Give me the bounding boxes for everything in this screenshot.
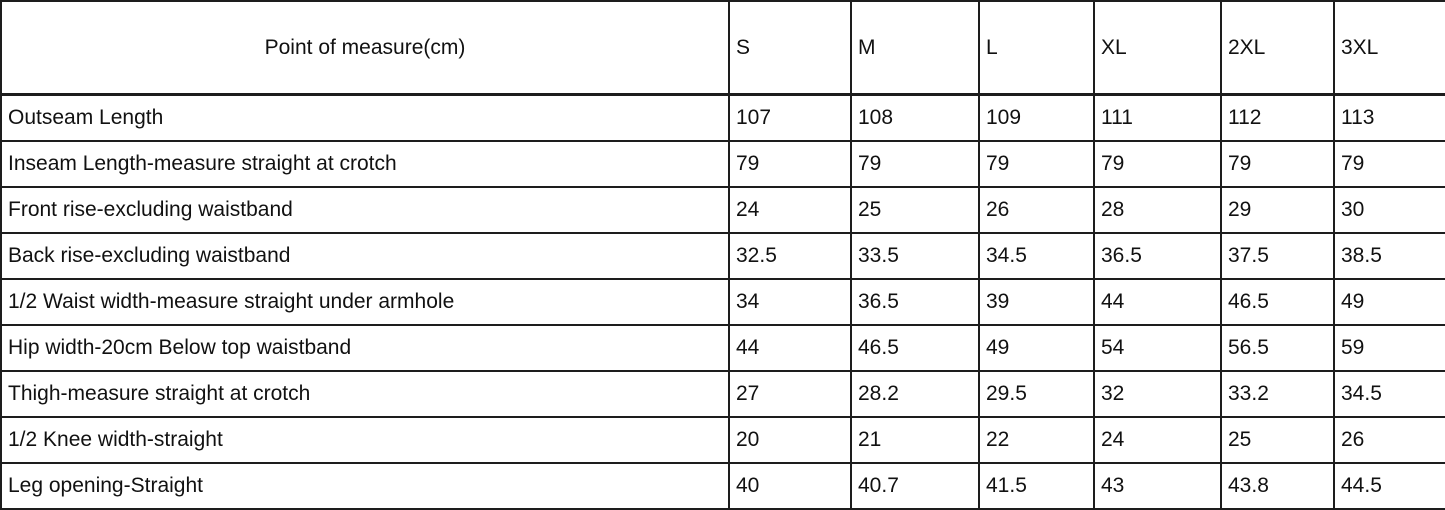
column-header-size-3xl: 3XL: [1334, 1, 1445, 95]
cell-value: 34: [729, 279, 851, 325]
table-row-outseam-length: [1, 95, 1445, 141]
cell-value: 34.5: [1334, 371, 1445, 417]
cell-value: 40: [729, 463, 851, 509]
row-label: Leg opening-Straight: [1, 463, 729, 509]
row-label: 1/2 Knee width-straight: [1, 417, 729, 463]
cell-value: 20: [729, 417, 851, 463]
cell-value: 24: [1094, 417, 1221, 463]
table-row-hip-width: [1, 325, 1445, 371]
cell-value: 44: [729, 325, 851, 371]
cell-value: 111: [1094, 95, 1221, 141]
cell-value: 109: [979, 95, 1094, 141]
cell-value: 28: [1094, 187, 1221, 233]
cell-value: 33.2: [1221, 371, 1334, 417]
cell-value: 79: [1334, 141, 1445, 187]
cell-value: 22: [979, 417, 1094, 463]
column-header-size-m: M: [851, 1, 979, 95]
column-header-size-2xl: 2XL: [1221, 1, 1334, 95]
cell-value: 29.5: [979, 371, 1094, 417]
cell-value: 39: [979, 279, 1094, 325]
cell-value: 43.8: [1221, 463, 1334, 509]
cell-value: 108: [851, 95, 979, 141]
table-row-thigh: [1, 371, 1445, 417]
cell-value: 112: [1221, 95, 1334, 141]
column-header-size-l: L: [979, 1, 1094, 95]
cell-value: 107: [729, 95, 851, 141]
cell-value: 56.5: [1221, 325, 1334, 371]
column-header-size-s: S: [729, 1, 851, 95]
cell-value: 79: [1221, 141, 1334, 187]
cell-value: 44: [1094, 279, 1221, 325]
cell-value: 21: [851, 417, 979, 463]
table-row-back-rise: [1, 233, 1445, 279]
cell-value: 26: [979, 187, 1094, 233]
cell-value: 32.5: [729, 233, 851, 279]
cell-value: 29: [1221, 187, 1334, 233]
cell-value: 33.5: [851, 233, 979, 279]
cell-value: 26: [1334, 417, 1445, 463]
row-label: Hip width-20cm Below top waistband: [1, 325, 729, 371]
table-row-half-knee-width: [1, 417, 1445, 463]
row-label: Inseam Length-measure straight at crotch: [1, 141, 729, 187]
cell-value: 113: [1334, 95, 1445, 141]
row-label: 1/2 Waist width-measure straight under armhole: [1, 279, 729, 325]
cell-value: 30: [1334, 187, 1445, 233]
column-header-size-xl: XL: [1094, 1, 1221, 95]
cell-value: 34.5: [979, 233, 1094, 279]
cell-value: 32: [1094, 371, 1221, 417]
row-label: Front rise-excluding waistband: [1, 187, 729, 233]
cell-value: 36.5: [851, 279, 979, 325]
cell-value: 49: [1334, 279, 1445, 325]
cell-value: 28.2: [851, 371, 979, 417]
table-row-half-waist-width: [1, 279, 1445, 325]
cell-value: 36.5: [1094, 233, 1221, 279]
cell-value: 41.5: [979, 463, 1094, 509]
cell-value: 54: [1094, 325, 1221, 371]
cell-value: 79: [851, 141, 979, 187]
cell-value: 27: [729, 371, 851, 417]
row-label: Thigh-measure straight at crotch: [1, 371, 729, 417]
cell-value: 49: [979, 325, 1094, 371]
row-label: Back rise-excluding waistband: [1, 233, 729, 279]
table-row-front-rise: [1, 187, 1445, 233]
cell-value: 37.5: [1221, 233, 1334, 279]
cell-value: 25: [1221, 417, 1334, 463]
cell-value: 24: [729, 187, 851, 233]
cell-value: 46.5: [851, 325, 979, 371]
cell-value: 79: [979, 141, 1094, 187]
row-label: Outseam Length: [1, 95, 729, 141]
header-row: [1, 1, 1445, 95]
cell-value: 43: [1094, 463, 1221, 509]
cell-value: 79: [729, 141, 851, 187]
table-row-inseam-length: [1, 141, 1445, 187]
cell-value: 38.5: [1334, 233, 1445, 279]
cell-value: 25: [851, 187, 979, 233]
cell-value: 59: [1334, 325, 1445, 371]
cell-value: 79: [1094, 141, 1221, 187]
table-row-leg-opening: [1, 463, 1445, 509]
column-header-point-of-measure: Point of measure(cm): [1, 1, 729, 95]
cell-value: 40.7: [851, 463, 979, 509]
cell-value: 46.5: [1221, 279, 1334, 325]
cell-value: 44.5: [1334, 463, 1445, 509]
